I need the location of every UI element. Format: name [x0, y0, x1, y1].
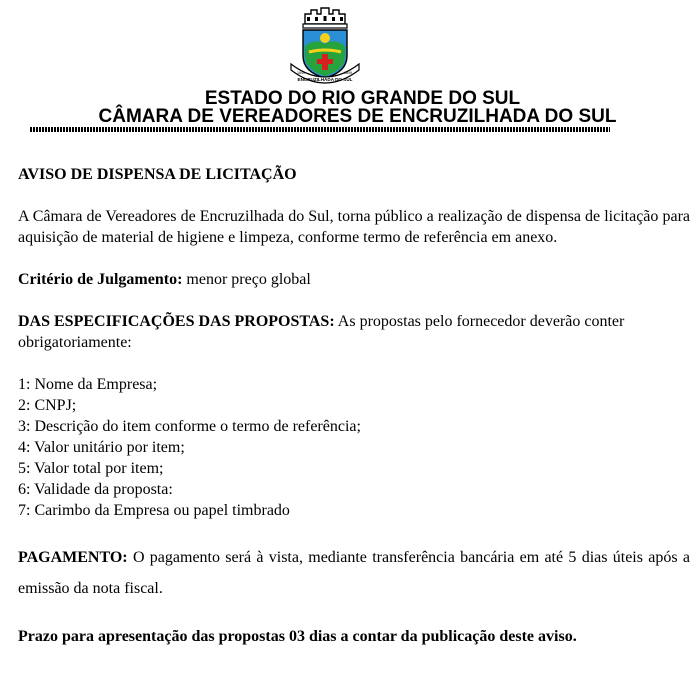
payment-text: O pagamento será à vista, mediante transferência bancária em até 5 dias úteis após a emissão da nota fiscal.: [18, 549, 691, 597]
list-item: 6: Validade da proposta:: [18, 481, 173, 498]
crest-year-right: 1849: [344, 71, 352, 75]
payment-paragraph: [18, 542, 690, 604]
notice-body: [18, 164, 690, 647]
crest-year-left: 1849: [297, 71, 305, 75]
list-item: 2: CNPJ;: [18, 397, 77, 414]
requirements-list: [18, 374, 690, 521]
intro-paragraph: A Câmara de Vereadores de Encruzilhada do Sul, torna público a realização de dispensa de licitação para aquisição de material de higiene e limpeza, conforme termo de referência em anexo.: [18, 208, 690, 246]
list-item: 3: Descrição do item conforme o termo de referência;: [18, 418, 361, 435]
crest-ribbon-text: ENCRUZILHADA DO SUL: [297, 77, 353, 82]
criterion-label: Critério de Julgamento:: [18, 271, 183, 288]
notice-title: AVISO DE DISPENSA DE LICITAÇÃO: [18, 166, 297, 183]
payment-label: PAGAMENTO:: [18, 549, 128, 566]
criterion-paragraph: [18, 269, 690, 290]
header-divider: [30, 127, 610, 132]
municipal-coat-of-arms-icon: [285, 4, 365, 90]
list-item: 4: Valor unitário por item;: [18, 439, 185, 456]
list-item: 7: Carimbo da Empresa ou papel timbrado: [18, 502, 290, 519]
chamber-heading: CÂMARA DE VEREADORES DE ENCRUZILHADA DO SUL: [98, 106, 617, 127]
list-item: 1: Nome da Empresa;: [18, 376, 158, 393]
criterion-value: menor preço global: [186, 271, 311, 288]
list-item: 5: Valor total por item;: [18, 460, 164, 477]
specs-label: DAS ESPECIFICAÇÕES DAS PROPOSTAS:: [18, 313, 335, 330]
specs-paragraph: [18, 311, 678, 353]
state-heading: ESTADO DO RIO GRANDE DO SUL: [204, 88, 521, 109]
deadline-paragraph: Prazo para apresentação das propostas 03 dias a contar da publicação deste aviso.: [18, 628, 577, 645]
specs-text: As propostas pelo fornecedor deverão conter obrigatoriamente:: [18, 313, 625, 351]
